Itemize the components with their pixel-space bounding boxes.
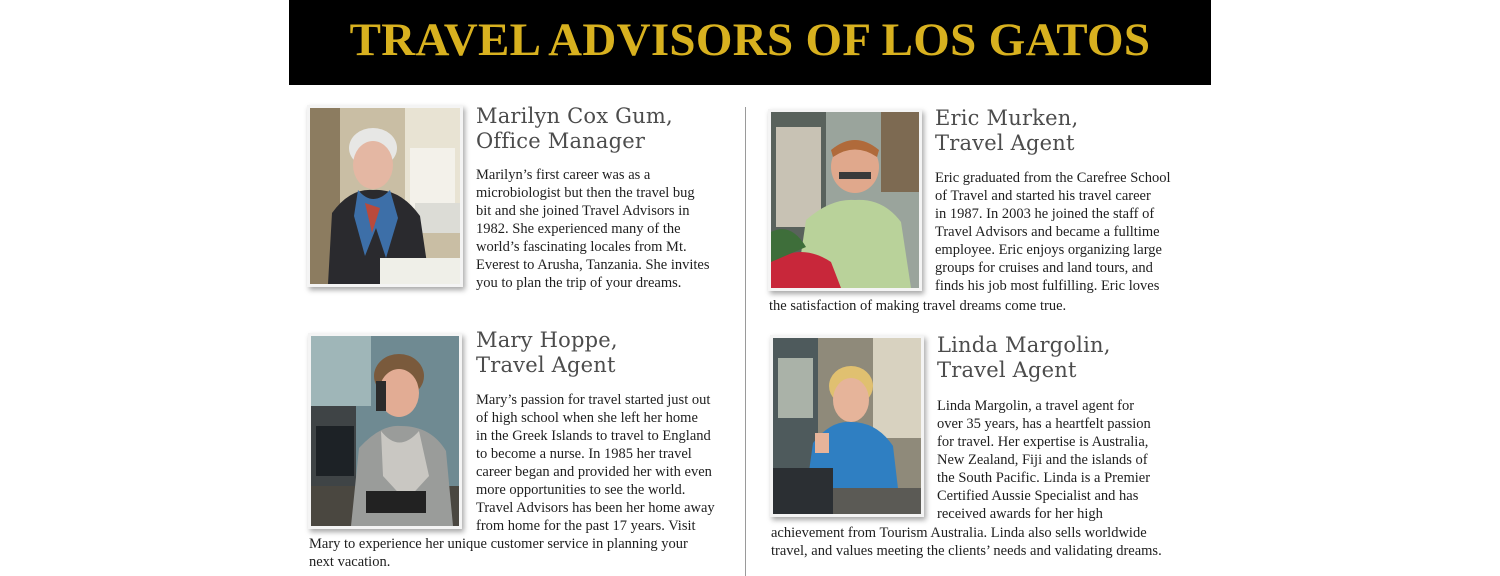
staff-name-eric: Eric Murken, Travel Agent — [935, 106, 1079, 155]
photo-marilyn — [307, 105, 463, 287]
photo-mary — [308, 333, 462, 529]
staff-name-marilyn: Marilyn Cox Gum, Office Manager — [476, 104, 673, 153]
staff-bio-marilyn: Marilyn’s first career was as a microbiologist but then the travel bug bit and she joined Travel Advisors in 1982. She experienced many of the world’s fascinating locales from Mt. Everest to Arusha, Tanzania. She invites you to plan the trip of your dreams. — [476, 167, 710, 291]
photo-eric — [768, 109, 922, 291]
staff-bio-eric: Eric graduated from the Carefree School of Travel and started his travel career in 1987. In 2003 he joined the staff of Travel Advisors and became a fulltime employee. Eric enjoys organizing large groups for cruises and land tours, and finds his job most fulfilling. Eric loves — [935, 170, 1171, 294]
header-banner — [289, 0, 1211, 85]
photo-linda — [770, 335, 924, 517]
column-divider — [745, 107, 746, 576]
page-title: TRAVEL ADVISORS OF LOS GATOS — [349, 14, 1151, 66]
staff-bio-mary: Mary’s passion for travel started just out of high school when she left her home in the Greek Islands to travel to England to become a nurse. In 1985 her travel career began and provided her with even more opportunities to see the world. Travel Advisors has been her home away from home for the past 17 years. Visit — [476, 392, 715, 534]
staff-name-mary: Mary Hoppe, Travel Agent — [476, 328, 618, 377]
staff-bio-linda: Linda Margolin, a travel agent for over 35 years, has a heartfelt passion for travel. Her expertise is Australia, New Zealand, Fiji and the islands of the South Pacific. Linda is a Premier Certified Aussie Specialist and has received awards for her high — [937, 398, 1151, 522]
staff-bio-eric-continued: the satisfaction of making travel dreams come true. — [769, 298, 1067, 314]
staff-bio-mary-continued: Mary to experience her unique customer service in planning your next vacation. — [309, 536, 688, 570]
staff-name-linda: Linda Margolin, Travel Agent — [937, 333, 1111, 382]
staff-bio-linda-continued: achievement from Tourism Australia. Linda also sells worldwide travel, and values meeting the clients’ needs and validating dreams. — [771, 525, 1162, 559]
